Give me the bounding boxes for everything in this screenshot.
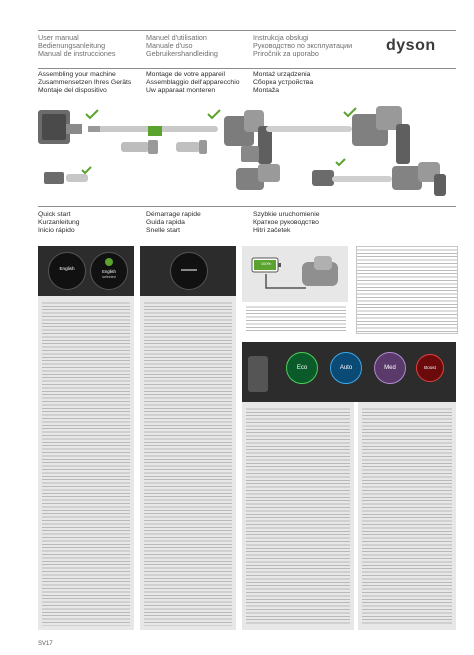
assembling-col2 xyxy=(146,71,240,94)
charging-illustration xyxy=(246,250,346,298)
mode-boost: Boost xyxy=(416,354,444,382)
maintenance-text xyxy=(362,406,452,626)
selected-check-icon xyxy=(105,258,113,266)
machine-handle xyxy=(248,356,268,392)
mode-eco: Eco xyxy=(286,352,318,384)
assembling-sl: Montaža xyxy=(253,86,280,94)
assembling-it: Assemblaggio dell'apparecchio xyxy=(146,78,240,86)
title-en: User manual xyxy=(38,33,79,42)
language-instructions-text xyxy=(42,300,130,626)
quickstart-nl: Snelle start xyxy=(146,226,181,234)
selected-tag: selected xyxy=(102,275,116,279)
title-de: Bedienungsanleitung xyxy=(38,41,106,51)
mode-auto: Auto xyxy=(330,352,362,384)
quickstart-col3 xyxy=(253,211,320,234)
assembling-de: Zusammensetzen Ihres Geräts xyxy=(38,78,132,86)
language-selected-screen xyxy=(90,252,128,290)
language-screen xyxy=(48,252,86,290)
title-pl: Instrukcja obsługi xyxy=(253,33,309,42)
assembling-ru: Сборка устройства xyxy=(253,78,314,86)
quickstart-de: Kurzanleitung xyxy=(38,218,80,226)
machine-mid-bottom xyxy=(236,164,280,190)
header-col3 xyxy=(253,34,352,59)
assembling-pl: Montaż urządzenia xyxy=(253,71,311,78)
assembling-rule xyxy=(38,68,456,69)
quickstart-pl: Szybkie uruchomienie xyxy=(253,211,320,218)
header-rule xyxy=(38,30,456,31)
charge-percent: 100% xyxy=(260,261,272,266)
english-selected-label: English xyxy=(102,269,116,274)
machine-right-top xyxy=(266,106,410,164)
cleaner-head-left xyxy=(38,110,82,144)
quickstart-col2 xyxy=(146,211,201,234)
header-col1 xyxy=(38,34,116,59)
title-it: Manuale d'uso xyxy=(146,41,193,51)
assembling-es: Montaje del dispositivo xyxy=(38,86,107,94)
english-label: English xyxy=(59,266,75,271)
title-fr: Manuel d'utilisation xyxy=(146,33,207,42)
quickstart-it: Guida rapida xyxy=(146,218,185,226)
assembling-nl: Uw apparaat monteren xyxy=(146,86,216,94)
mode-med: Med xyxy=(374,352,406,384)
crevice-tool xyxy=(44,172,88,184)
header-col2 xyxy=(146,34,218,59)
motor-body xyxy=(224,110,272,164)
clock-screen xyxy=(170,252,208,290)
title-sl: Priročnik za uporabo xyxy=(253,49,319,59)
machine-right-bottom xyxy=(312,162,446,196)
quickstart-sl: Hitri začetek xyxy=(253,226,291,234)
title-es: Manual de instrucciones xyxy=(38,49,116,59)
quickstart-fr: Démarrage rapide xyxy=(146,211,201,218)
quickstart-col1 xyxy=(38,211,80,234)
check-icon xyxy=(336,159,345,165)
quickstart-en: Quick start xyxy=(38,211,71,218)
assembling-col1 xyxy=(38,71,131,94)
assembling-col3 xyxy=(253,71,313,94)
power-modes-text xyxy=(246,406,350,626)
check-icon xyxy=(86,110,98,118)
charging-text xyxy=(246,304,346,332)
assembly-illustration xyxy=(36,96,458,200)
check-icon xyxy=(208,110,220,118)
document-code: SV17 xyxy=(38,641,53,647)
title-ru: Руководство по эксплуатации xyxy=(253,41,353,51)
title-nl: Gebruikershandleiding xyxy=(146,49,218,59)
screen-bar xyxy=(181,269,197,271)
quickstart-rule xyxy=(38,206,456,207)
check-icon xyxy=(82,167,91,173)
getting-started-text xyxy=(144,300,232,626)
assembling-en: Assembling your machine xyxy=(38,71,116,78)
quickstart-ru: Краткое руководство xyxy=(253,218,319,226)
assembling-fr: Montage de votre appareil xyxy=(146,71,225,78)
warnings-text xyxy=(356,246,458,334)
quickstart-es: Inicio rápido xyxy=(38,226,75,234)
dyson-logo: dyson xyxy=(386,37,436,54)
